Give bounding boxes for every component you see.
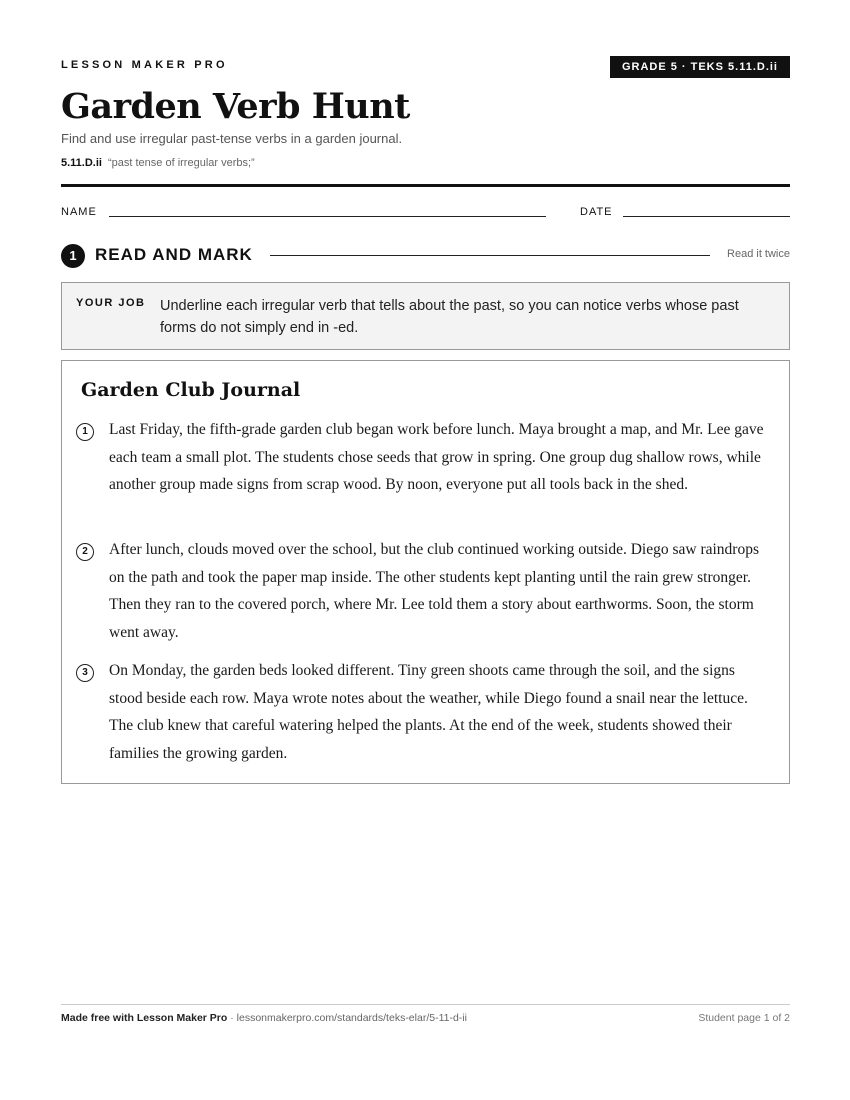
date-label: DATE (580, 206, 613, 218)
standard-quote: “past tense of irregular verbs;” (107, 157, 255, 169)
journal-passage-box (61, 360, 790, 784)
footer (61, 1012, 790, 1024)
footer-made-with: Made free with Lesson Maker Pro (61, 1012, 228, 1024)
paragraph-text[interactable]: After lunch, clouds moved over the school, but the club continued working outside. Diego saw raindrops on the path and took the paper map inside. The other students kept planting until the rain grew stronger. Then they ran to the covered porch, where Mr. Lee told them a story about earthworms. Soon, the storm went away. (109, 541, 760, 641)
footer-divider (61, 1004, 790, 1005)
brand-name: LESSON MAKER PRO (61, 59, 228, 71)
standard-code: 5.11.D.ii (61, 157, 102, 169)
paragraph-number: 2 (76, 543, 94, 561)
section-note: Read it twice (727, 248, 790, 260)
name-label: NAME (61, 206, 97, 218)
your-job-box (61, 282, 790, 350)
header-divider (61, 184, 790, 187)
footer-url[interactable]: lessonmakerpro.com/standards/teks-elar/5-11-d-ii (236, 1012, 467, 1024)
section-read-and-mark-header (61, 242, 790, 268)
name-date-row (61, 204, 790, 224)
page-subtitle: Find and use irregular past-tense verbs in a garden journal. (61, 131, 403, 146)
section-divider (270, 255, 710, 256)
footer-separator: · (227, 1012, 237, 1024)
section-number-badge: 1 (61, 244, 85, 268)
brand-row (61, 56, 790, 80)
paragraph-number: 1 (76, 423, 94, 441)
date-field[interactable] (623, 216, 790, 217)
footer-page-info: Student page 1 of 2 (698, 1012, 790, 1024)
paragraph-number: 3 (76, 664, 94, 682)
journal-title: Garden Club Journal (81, 379, 301, 401)
paragraph-text[interactable]: On Monday, the garden beds looked different. Tiny green shoots came through the soil, and the signs stood beside each row. Maya wrote notes about the weather, while Diego found a snail near the lettuce. The club knew that careful watering helped the plants. At the end of the week, students showed their families the growing garden. (109, 662, 748, 762)
page-title: Garden Verb Hunt (61, 86, 410, 127)
name-field[interactable] (109, 216, 546, 217)
your-job-text: Underline each irregular verb that tells about the past, so you can notice verbs whose past forms do not simply end in -ed. (160, 298, 739, 336)
standard-line (61, 157, 255, 169)
grade-standard-badge: GRADE 5 · TEKS 5.11.D.ii (610, 56, 790, 78)
your-job-label: YOUR JOB (76, 297, 146, 309)
paragraph-text[interactable]: Last Friday, the fifth-grade garden club began work before lunch. Maya brought a map, and Mr. Lee gave each team a small plot. The students chose seeds that grow in spring. One group dug shallow rows, while another group made signs from scrap wood. By noon, everyone put all tools back in the shed. (109, 421, 764, 493)
section-title: READ AND MARK (95, 245, 253, 264)
